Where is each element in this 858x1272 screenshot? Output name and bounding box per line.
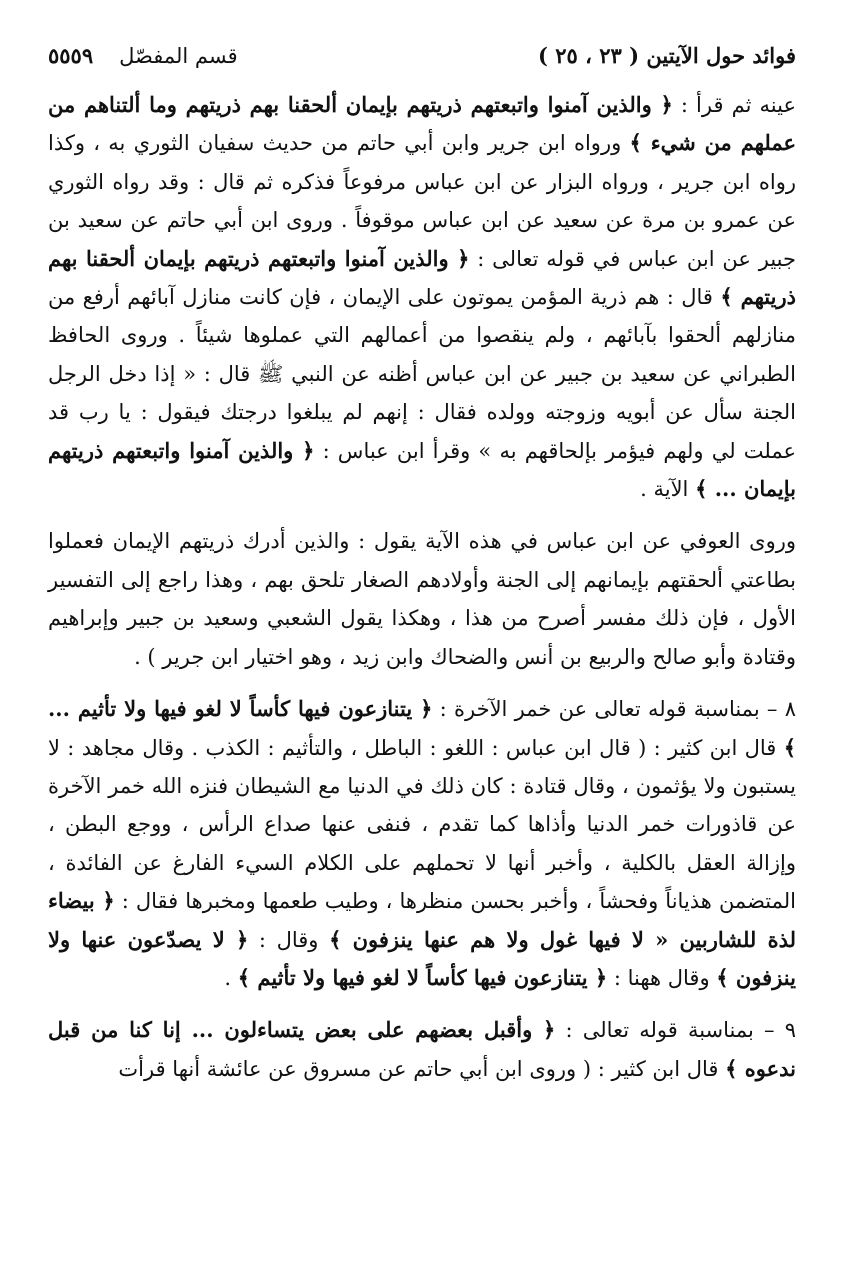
quran-verse: ﴿ والذين آمنوا واتبعتهم ذريتهم بإيمان ... ﴾	[48, 437, 796, 502]
text-span: عينه ثم قرأ :	[672, 93, 796, 117]
paragraph-gap	[48, 997, 796, 1011]
quran-verse: ﴿ يتنازعون فيها كأساً لا لغو فيها ولا تأثيم ﴾	[237, 964, 608, 990]
quran-verse: ﴿ والذين آمنوا واتبعتهم ذريتهم بإيمان ألحقنا بهم ذريتهم وما ألتناهم من عملهم من شيء ﴾	[48, 92, 796, 156]
quran-verse: ﴿ بيضاء لذة للشاربين « لا فيها غول ولا هم عنها ينزفون ﴾	[48, 888, 797, 952]
page-header	[48, 40, 796, 86]
paragraph-4	[48, 1011, 796, 1088]
text-span: ٨ – بمناسبة قوله تعالى عن خمر الآخرة :	[432, 697, 796, 722]
running-title: فوائد حول الآيتين ( ٢٣ ، ٢٥ )	[538, 43, 796, 68]
paragraph-gap	[48, 508, 796, 522]
text-span: ٩ – بمناسبة قوله تعالى :	[555, 1018, 796, 1043]
text-span: الآية .	[640, 477, 696, 502]
quran-verse: ﴿ وأقبل بعضهم على بعض يتساءلون ... إنا كنا من قبل ندعوه ﴾	[48, 1017, 796, 1081]
text-span: قال : هم ذرية المؤمن يموتون على الإيمان ، فإن كانت منازل آبائهم أرفع من منازلهم ألحقوا بآبائهم ، ولم ينقصوا من أعمالهم التي عملوها شيئاً . وروى الحافظ الطبراني عن سعيد بن جبير عن ابن عباس أظنه عن النبي ﷺ قال : « إذا دخل الرجل الجنة سأل عن أبويه وزوجته وولده فقال : إنهم لم يبلغوا درجتك فيقول : يا رب قد عملت لي ولهم فيؤمر بإلحاقهم به » وقرأ ابن عباس :	[48, 285, 797, 463]
quran-verse: ﴿ يتنازعون فيها كأساً لا لغو فيها ولا تأثيم ... ﴾	[48, 696, 796, 760]
section-name: قسم المفصّل	[119, 44, 238, 68]
text-span: وقال ههنا :	[607, 965, 717, 990]
text-span: وقال :	[248, 927, 330, 952]
paragraph-1	[48, 86, 796, 508]
paragraph-gap	[48, 676, 796, 690]
text-span: ورواه ابن جرير وابن أبي حاتم من حديث سفيان الثوري به ، وكذا رواه ابن جرير ، ورواه البزار عن ابن عباس مرفوعاً فذكره ثم قال : وقد رواه الثوري عن عمرو بن مرة عن سعيد عن ابن عباس موقوفاً . وروى ابن أبي حاتم عن سعيد بن جبير عن ابن عباس في قوله تعالى :	[48, 131, 796, 271]
quran-verse: ﴿ لا يصدّعون عنها ولا ينزفون ﴾	[48, 926, 796, 990]
header-left-group	[48, 40, 238, 72]
page-number: ٥٥٥٩	[48, 43, 94, 68]
quran-verse: ﴿ والذين آمنوا واتبعتهم ذريتهم بإيمان ألحقنا بهم ذريتهم ﴾	[48, 245, 796, 310]
text-span: وروى العوفي عن ابن عباس في هذه الآية يقول : والذين أدرك ذريتهم الإيمان فعملوا بطاعتي ألحقتهم بإيمانهم إلى الجنة وأولادهم الصغار تلحق بهم ، وهذا راجع إلى التفسير الأول ، فإن ذلك مفسر أصرح من هذا ، وهكذا يقول الشعبي وسعيد بن جبير وإبراهيم وقتادة وأبو صالح والربيع بن أنس والضحاك وابن زيد ، وهو اختيار ابن جرير ) .	[48, 529, 796, 669]
text-span: .	[224, 965, 238, 990]
text-span: قال ابن كثير : ( وروى ابن أبي حاتم عن مسروق عن عائشة أنها قرأت	[118, 1056, 726, 1081]
text-span: قال ابن كثير : ( قال ابن عباس : اللغو : الباطل ، والتأثيم : الكذب . وقال مجاهد : لا يستبون ولا يؤثمون ، وقال قتادة : كان ذلك في الدنيا مع الشيطان فنزه الله خمر الآخرة عن قاذورات خمر الدنيا وأذاها كما تقدم ، فنفى عنها صداع الرأس ، ووجع البطن ، وإزالة العقل بالكلية ، وأخبر أنها لا تحملهم على الكلام السيء الفارغ عن الفائدة ، المتضمن هذياناً وفحشاً ، وأخبر بحسن منظرها ، وطيب طعمها ومخبرها فقال :	[48, 735, 796, 914]
paragraph-3	[48, 690, 796, 997]
paragraph-2	[48, 522, 796, 676]
